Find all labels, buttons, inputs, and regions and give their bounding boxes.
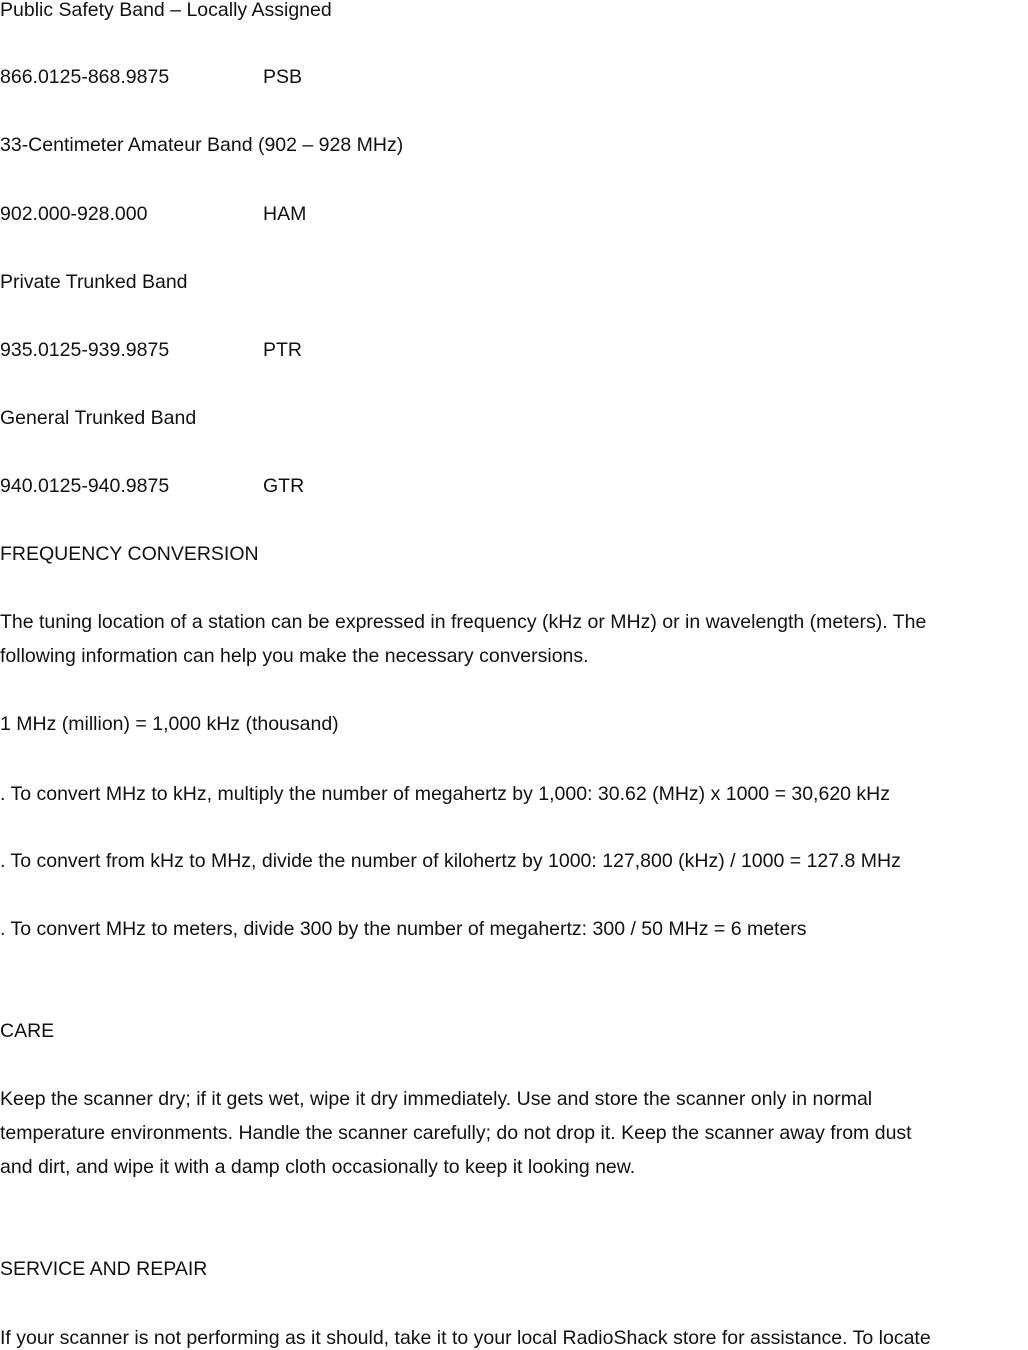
service-paragraph-line: If your scanner is not performing as it should, take it to your local RadioShack store for assistance. To locate: [0, 1327, 931, 1349]
conversion-bullet-mhz-to-khz: . To convert MHz to kHz, multiply the number of megahertz by 1,000: 30.62 (MHz) x 1000 = 30,620 kHz: [0, 783, 891, 805]
band-code: PTR: [263, 339, 302, 361]
mhz-khz-definition: 1 MHz (million) = 1,000 kHz (thousand): [0, 713, 339, 735]
band-code: HAM: [263, 203, 307, 225]
conversion-bullet-mhz-to-meters: . To convert MHz to meters, divide 300 by the number of megahertz: 300 / 50 MHz = 6 meters: [0, 918, 807, 940]
frequency-conversion-intro: [0, 605, 1028, 673]
paragraph-line: temperature environments. Handle the scanner carefully; do not drop it. Keep the scanner away from dust: [0, 1122, 912, 1144]
band-code: GTR: [263, 475, 305, 497]
paragraph-line: following information can help you make the necessary conversions.: [0, 645, 589, 667]
band-heading-gtr: General Trunked Band: [0, 407, 197, 429]
band-heading-psb: Public Safety Band – Locally Assigned: [0, 0, 332, 21]
band-heading-ptr: Private Trunked Band: [0, 271, 188, 293]
section-heading-frequency-conversion: FREQUENCY CONVERSION: [0, 543, 259, 565]
paragraph-line: Keep the scanner dry; if it gets wet, wipe it dry immediately. Use and store the scanner only in normal: [0, 1088, 873, 1110]
section-heading-service-and-repair: SERVICE AND REPAIR: [0, 1258, 208, 1280]
band-heading-ham: 33-Centimeter Amateur Band (902 – 928 MHz): [0, 134, 404, 156]
conversion-bullet-khz-to-mhz: . To convert from kHz to MHz, divide the number of kilohertz by 1000: 127,800 (kHz) / 1000 = 127.8 MHz: [0, 850, 901, 872]
band-frequency: 866.0125-868.9875: [0, 66, 170, 88]
band-code: PSB: [263, 66, 303, 88]
care-paragraph: [0, 1082, 1028, 1184]
paragraph-line: The tuning location of a station can be expressed in frequency (kHz or MHz) or in wavelength (meters). The: [0, 611, 927, 633]
band-frequency: 940.0125-940.9875: [0, 475, 170, 497]
band-frequency: 935.0125-939.9875: [0, 339, 170, 361]
band-frequency: 902.000-928.000: [0, 203, 148, 225]
paragraph-line: and dirt, and wipe it with a damp cloth occasionally to keep it looking new.: [0, 1156, 636, 1178]
section-heading-care: CARE: [0, 1020, 55, 1042]
